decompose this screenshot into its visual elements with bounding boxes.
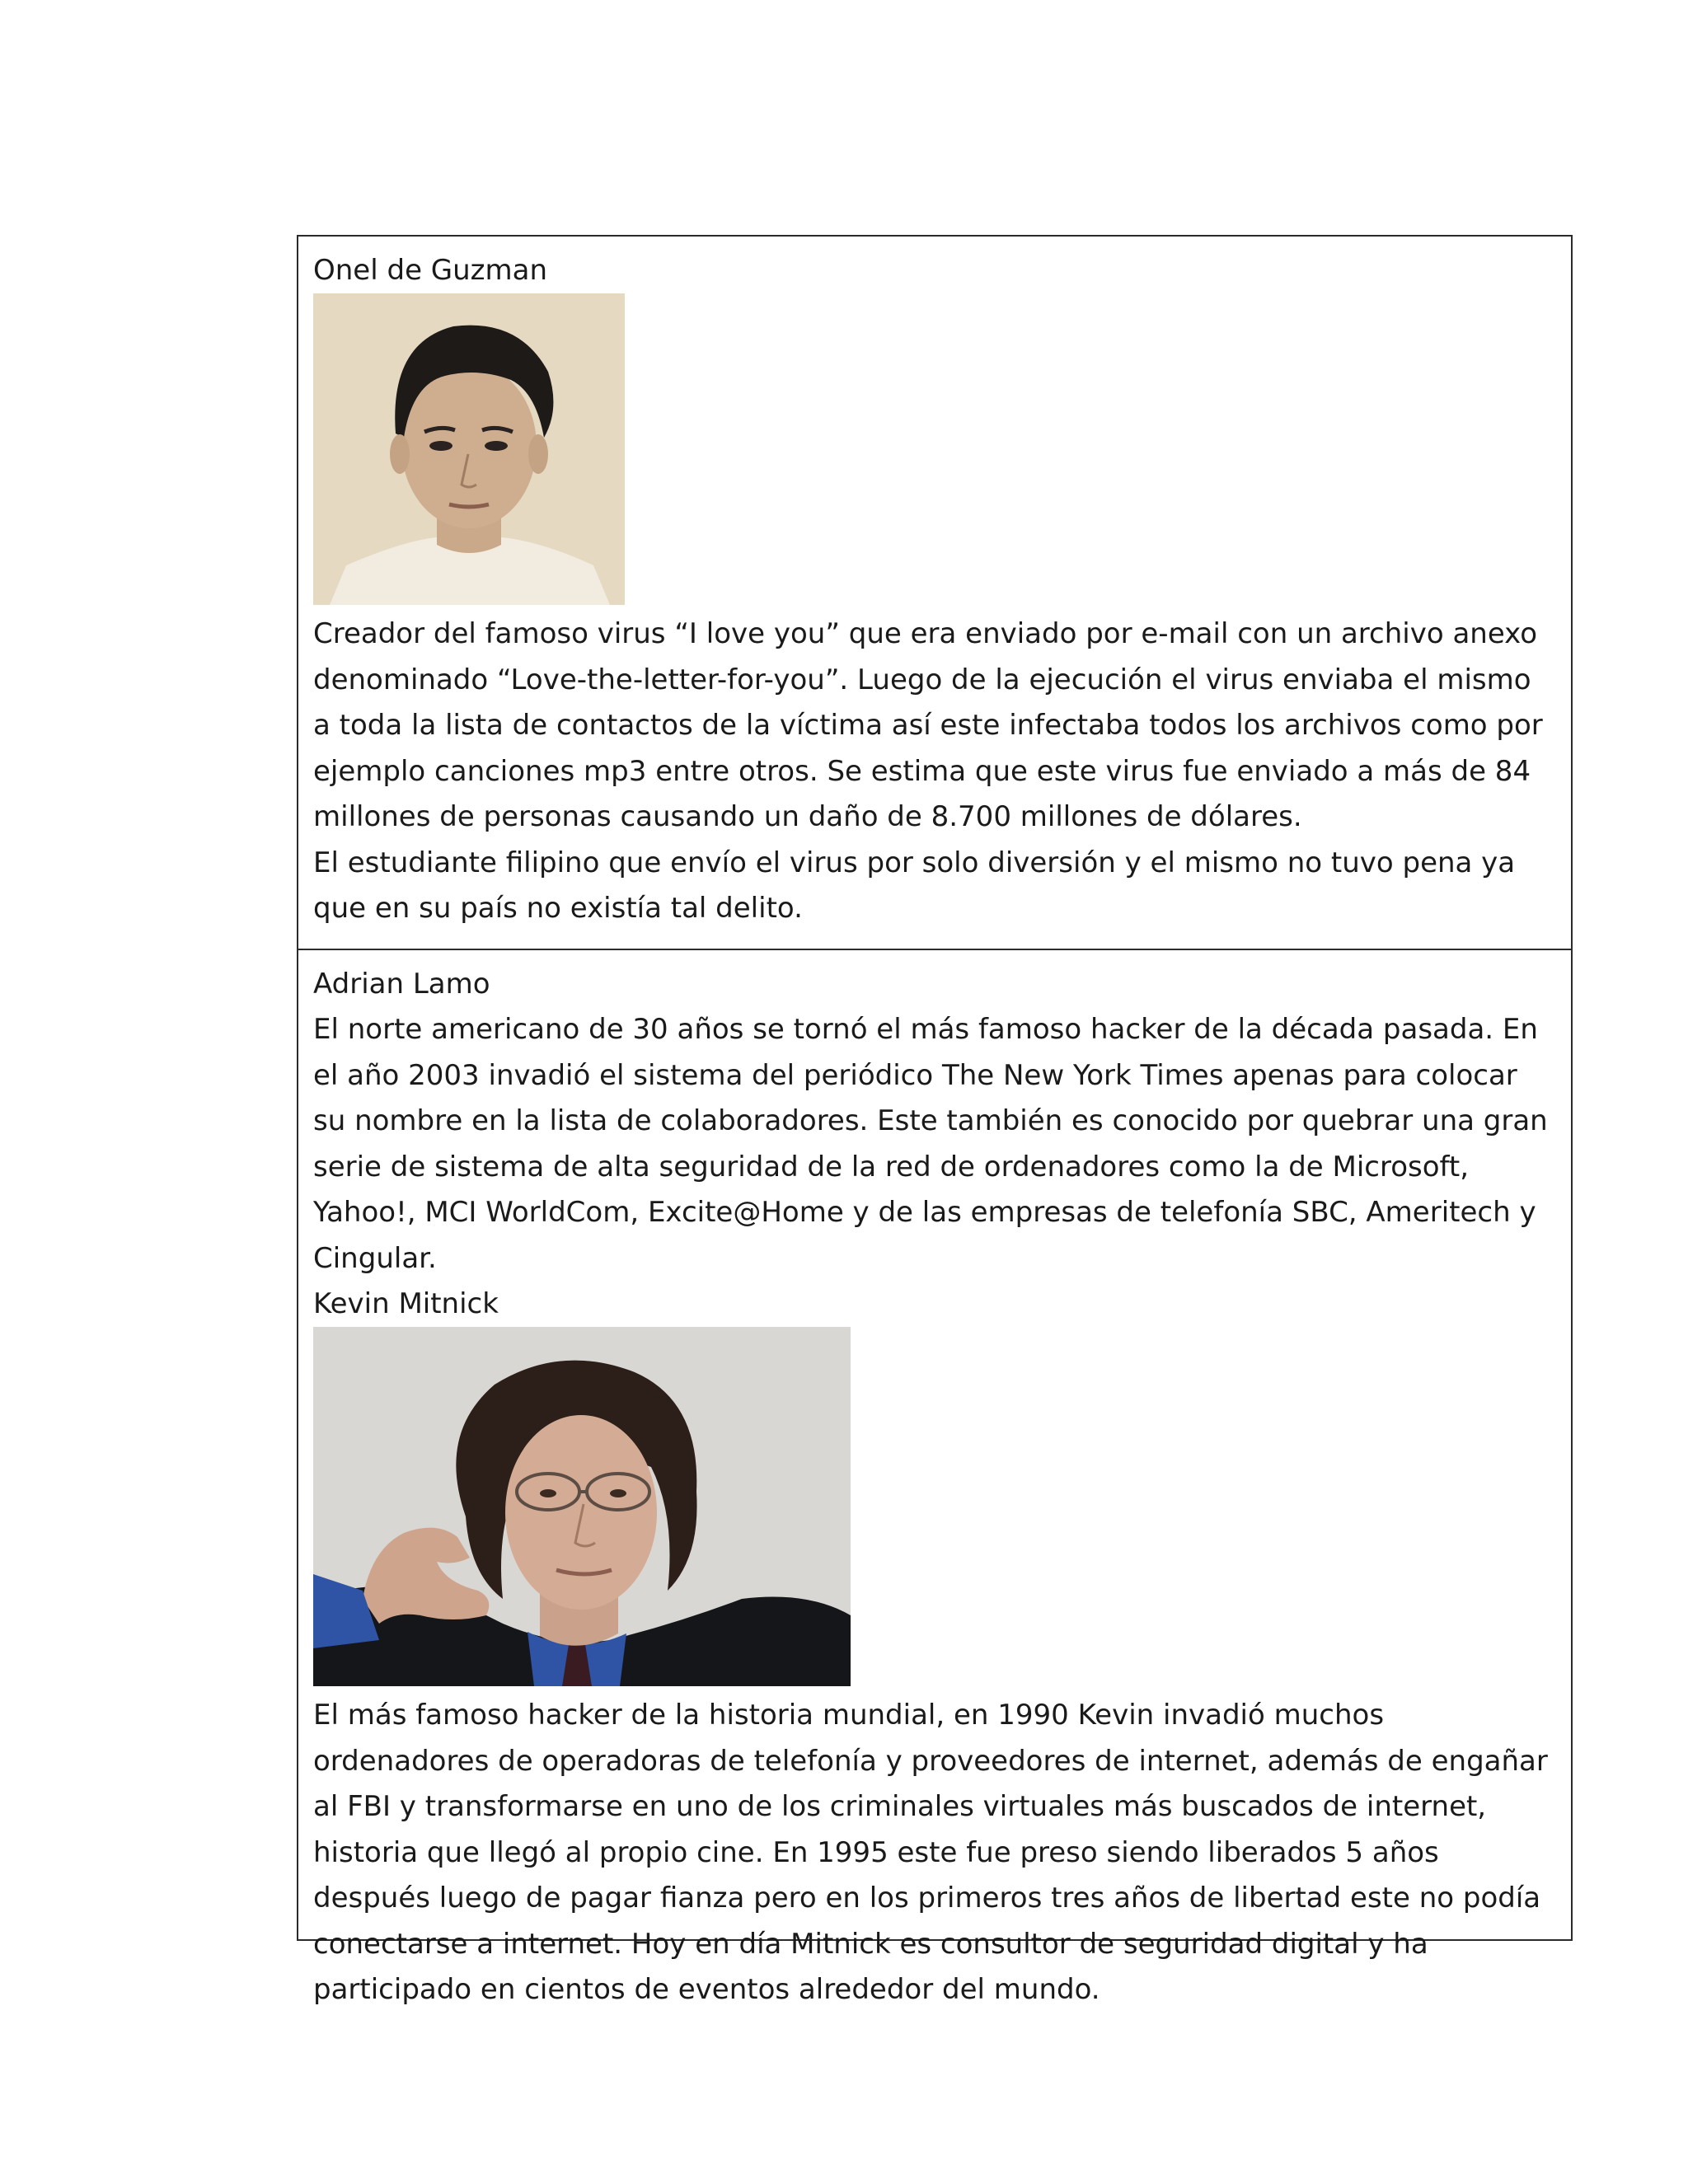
entry-name: Onel de Guzman [313,254,548,287]
entry-paragraph: El más famoso hacker de la historia mundial, en 1990 Kevin invadió muchos ordenadores de operadoras de telefonía y proveedores de internet, además de engañar al FBI y transformarse en uno de los criminales virtuales más buscados de internet, historia que llegó al propio cine. En 1995 este fue preso siendo liberados 5 años después luego de pagar fianza pero en los primeros tres años de libertad este no podía conectarse a internet. Hoy en día Mitnick es consultor de seguridad digital y ha participado en cientos de eventos alrededor del mundo. [313,1699,1548,2006]
onel-de-guzman-photo [313,293,625,605]
entry-name: Kevin Mitnick [313,1287,499,1320]
entry-name: Adrian Lamo [313,968,490,1001]
table-row-lamo-mitnick [298,950,1571,2006]
portrait-photo-icon [313,1327,851,1686]
portrait-photo-icon [313,293,625,605]
entry-paragraph: El estudiante filipino que envío el virus por solo diversión y el mismo no tuvo pena ya que en su país no existía tal delito. [313,846,1516,925]
entry-paragraph: El norte americano de 30 años se tornó el más famoso hacker de la década pasada. En el año 2003 invadió el sistema del periódico The New York Times apenas para colocar su nombre en la lista de colaboradores. Este también es conocido por quebrar una gran serie de sistema de alta seguridad de la red de ordenadores como la de Microsoft, Yahoo!, MCI WorldCom, Excite@Home y de las empresas de telefonía SBC, Ameritech y Cingular. [313,1013,1548,1275]
table-row-onel-de-guzman [298,237,1571,950]
hackers-table [297,235,1573,2006]
entry-paragraph: Creador del famoso virus “I love you” que era enviado por e-mail con un archivo anexo denominado “Love-the-letter-for-you”. Luego de la ejecución el virus enviaba el mismo a toda la lista de contactos de la víctima así este infectaba todos los archivos como por ejemplo canciones mp3 entre otros. Se estima que este virus fue enviado a más de 84 millones de personas causando un daño de 8.700 millones de dólares. [313,617,1543,833]
kevin-mitnick-photo [313,1327,851,1686]
